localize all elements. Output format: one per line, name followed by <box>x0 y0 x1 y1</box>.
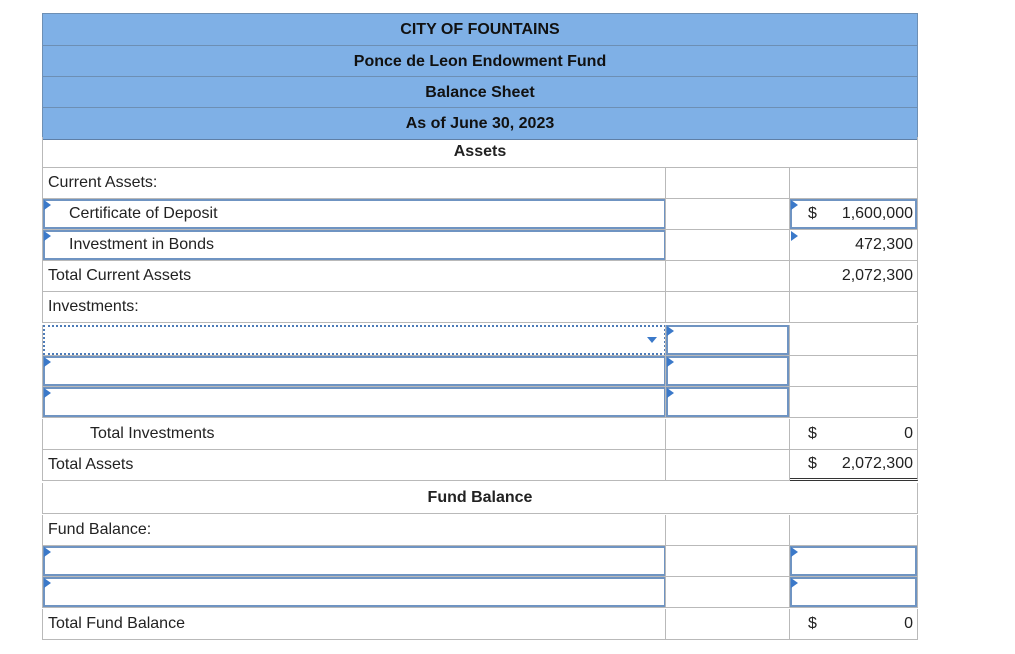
total-current-assets-label: Total Current Assets <box>42 261 666 292</box>
bonds-amount: 472,300 <box>855 236 913 253</box>
investments-col2 <box>666 292 790 323</box>
fund-1-account-input[interactable] <box>43 546 666 576</box>
table-row <box>42 261 918 292</box>
current-assets-label: Current Assets: <box>42 168 666 199</box>
fund-1-cell <box>42 546 666 577</box>
total-assets-amount-cell <box>790 450 918 481</box>
investment-account-select[interactable] <box>43 325 666 355</box>
investment-3-cell <box>42 387 666 418</box>
investment-3-col2-cell <box>666 387 790 418</box>
entry-marker-icon <box>791 200 798 210</box>
investment-2-account-input[interactable] <box>43 356 666 386</box>
fund-2-account-input[interactable] <box>43 577 666 607</box>
entry-marker-icon <box>791 578 798 588</box>
investment-1-col2-cell <box>666 325 790 356</box>
total-investments-col2 <box>666 419 790 450</box>
chevron-down-icon[interactable] <box>647 337 657 343</box>
total-fund-dollar: $ <box>808 615 817 632</box>
total-assets-label: Total Assets <box>42 450 666 481</box>
table-row <box>42 199 918 230</box>
table-row <box>42 387 918 418</box>
entry-marker-icon <box>44 388 51 398</box>
investments-label: Investments: <box>42 292 666 323</box>
total-current-assets-amount: 2,072,300 <box>790 261 918 292</box>
title-city: CITY OF FOUNTAINS <box>42 13 918 46</box>
fund-2-amount-cell <box>790 577 918 608</box>
fund-1-col2 <box>666 546 790 577</box>
total-fund-col2 <box>666 609 790 640</box>
investment-2-col2-cell <box>666 356 790 387</box>
investment-select-cell <box>42 325 666 356</box>
current-assets-col2 <box>666 168 790 199</box>
total-fund-balance-label: Total Fund Balance <box>42 609 666 640</box>
entry-marker-icon <box>791 547 798 557</box>
cd-amount: 1,600,000 <box>841 205 913 222</box>
fund-1-amount-input[interactable] <box>790 546 917 576</box>
investment-2-cell <box>42 356 666 387</box>
fund-balance-col3 <box>790 515 918 546</box>
title-date: As of June 30, 2023 <box>42 107 918 140</box>
current-assets-row <box>42 168 918 199</box>
entry-marker-icon <box>667 326 674 336</box>
entry-marker-icon <box>791 231 798 241</box>
cd-account-label: Certificate of Deposit <box>69 205 218 222</box>
entry-marker-icon <box>44 547 51 557</box>
entry-marker-icon <box>44 357 51 367</box>
total-fund-balance-amount: 0 <box>904 615 913 632</box>
table-row <box>42 450 918 481</box>
cd-dollar-sign: $ <box>808 205 817 222</box>
total-assets-dollar: $ <box>808 455 817 472</box>
table-row <box>42 577 918 608</box>
investment-1-amount-input[interactable] <box>666 325 789 355</box>
table-row <box>42 419 918 450</box>
bonds-account-label: Investment in Bonds <box>69 236 214 253</box>
fund-balance-label: Fund Balance: <box>42 515 666 546</box>
investment-3-col3 <box>790 387 918 418</box>
table-row <box>42 292 918 323</box>
entry-marker-icon <box>667 388 674 398</box>
fund-2-cell <box>42 577 666 608</box>
total-investments-label: Total Investments <box>42 419 666 450</box>
entry-marker-icon <box>667 357 674 367</box>
bonds-amount-cell <box>790 230 918 261</box>
bonds-account-cell <box>42 230 666 261</box>
table-row <box>42 230 918 261</box>
table-row <box>42 356 918 387</box>
cd-account-cell <box>42 199 666 230</box>
fund-balance-section-row <box>42 483 918 514</box>
total-investments-amount: 0 <box>904 425 913 442</box>
table-row <box>42 515 918 546</box>
title-statement: Balance Sheet <box>42 76 918 109</box>
investment-3-amount-input[interactable] <box>666 387 789 417</box>
total-investments-dollar: $ <box>808 425 817 442</box>
cd-amount-cell <box>790 199 918 230</box>
investment-3-account-input[interactable] <box>43 387 666 417</box>
table-row <box>42 325 918 356</box>
bonds-col2 <box>666 230 790 261</box>
assets-section-row <box>42 137 918 168</box>
fund-1-amount-cell <box>790 546 918 577</box>
fund-2-col2 <box>666 577 790 608</box>
title-fund: Ponce de Leon Endowment Fund <box>42 45 918 78</box>
table-row <box>42 546 918 577</box>
investment-2-col3 <box>790 356 918 387</box>
assets-section-label: Assets <box>42 137 918 168</box>
cd-col2 <box>666 199 790 230</box>
investment-1-col3 <box>790 325 918 356</box>
fund-2-amount-input[interactable] <box>790 577 917 607</box>
current-assets-col3 <box>790 168 918 199</box>
fund-balance-section-label: Fund Balance <box>42 483 918 514</box>
total-current-col2 <box>666 261 790 292</box>
fund-balance-col2 <box>666 515 790 546</box>
investments-col3 <box>790 292 918 323</box>
total-investments-amount-cell <box>790 419 918 450</box>
entry-marker-icon <box>44 578 51 588</box>
investment-2-amount-input[interactable] <box>666 356 789 386</box>
total-assets-amount: 2,072,300 <box>841 455 913 472</box>
table-row <box>42 609 918 640</box>
total-fund-balance-amount-cell <box>790 609 918 640</box>
total-assets-col2 <box>666 450 790 481</box>
